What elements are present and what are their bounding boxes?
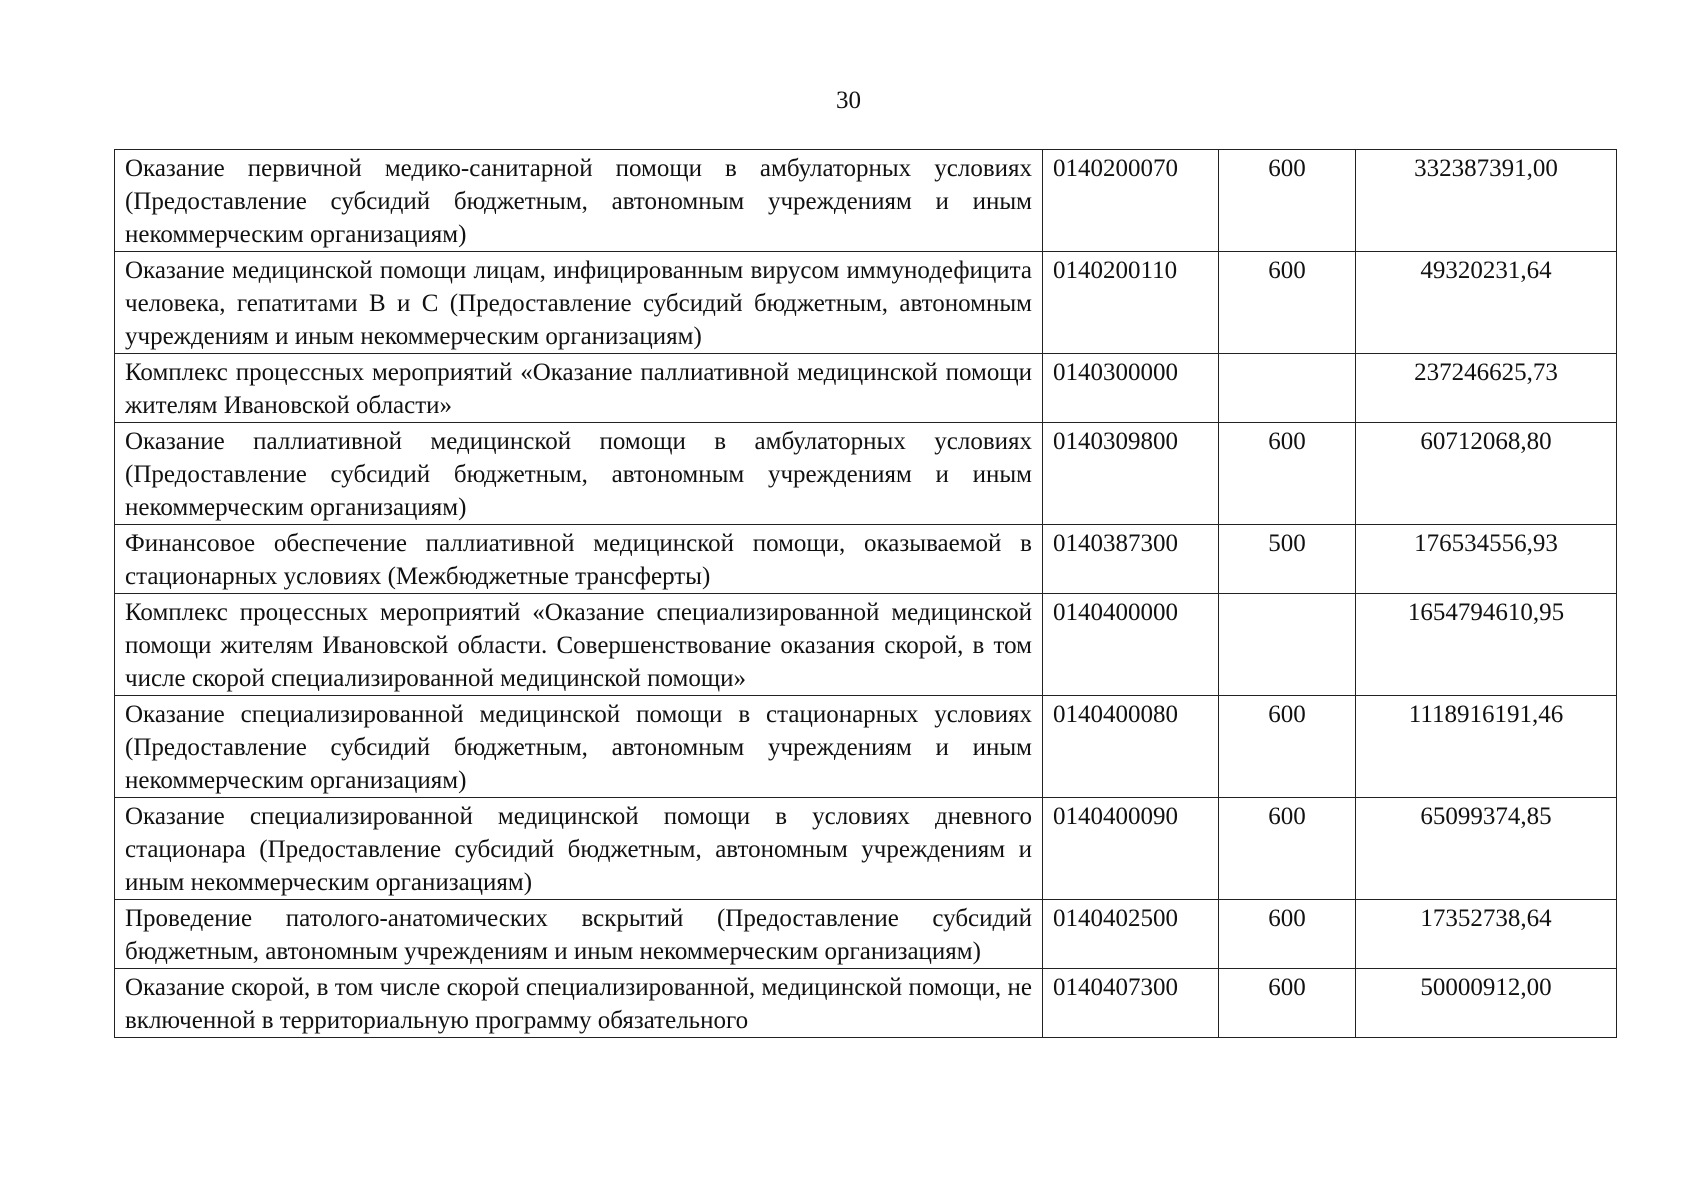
row-name: Оказание скорой, в том числе скорой специализированной, медицинской помощи, не включенной в территориальную программу обязательного <box>115 969 1043 1038</box>
row-sum: 17352738,64 <box>1356 900 1617 969</box>
table-row <box>115 354 1617 423</box>
table-row <box>115 969 1617 1038</box>
table-row <box>115 525 1617 594</box>
row-sum: 176534556,93 <box>1356 525 1617 594</box>
row-name: Оказание специализированной медицинской помощи в условиях дневного стационара (Предоставление субсидий бюджетным, автономным учреждениям и иным некоммерческим организациям) <box>115 798 1043 900</box>
row-name: Оказание паллиативной медицинской помощи в амбулаторных условиях (Предоставление субсидий бюджетным, автономным учреждениям и иным некоммерческим организациям) <box>115 423 1043 525</box>
row-code: 0140309800 <box>1043 423 1219 525</box>
budget-table <box>114 149 1617 1038</box>
page-number: 30 <box>836 87 861 114</box>
row-name: Комплекс процессных мероприятий «Оказание специализированной медицинской помощи жителям Ивановской области. Совершенствование оказания скорой, в том числе скорой специализированной медицинской помощи» <box>115 594 1043 696</box>
row-sum: 65099374,85 <box>1356 798 1617 900</box>
row-name: Оказание первичной медико-санитарной помощи в амбулаторных условиях (Предоставление субсидий бюджетным, автономным учреждениям и иным некоммерческим организациям) <box>115 150 1043 252</box>
row-sum: 50000912,00 <box>1356 969 1617 1038</box>
row-type: 600 <box>1219 969 1356 1038</box>
row-code: 0140407300 <box>1043 969 1219 1038</box>
row-sum: 49320231,64 <box>1356 252 1617 354</box>
row-code: 0140200070 <box>1043 150 1219 252</box>
row-code: 0140400000 <box>1043 594 1219 696</box>
row-type: 600 <box>1219 696 1356 798</box>
row-type: 500 <box>1219 525 1356 594</box>
row-name: Финансовое обеспечение паллиативной медицинской помощи, оказываемой в стационарных условиях (Межбюджетные трансферты) <box>115 525 1043 594</box>
row-code: 0140387300 <box>1043 525 1219 594</box>
row-type: 600 <box>1219 900 1356 969</box>
row-type: 600 <box>1219 252 1356 354</box>
row-code: 0140400080 <box>1043 696 1219 798</box>
table-row <box>115 252 1617 354</box>
row-code: 0140402500 <box>1043 900 1219 969</box>
row-sum: 1118916191,46 <box>1356 696 1617 798</box>
row-type: 600 <box>1219 150 1356 252</box>
table-row <box>115 798 1617 900</box>
table-row <box>115 594 1617 696</box>
row-type: 600 <box>1219 798 1356 900</box>
row-name: Комплекс процессных мероприятий «Оказание паллиативной медицинской помощи жителям Ивановской области» <box>115 354 1043 423</box>
table-row <box>115 423 1617 525</box>
table-row <box>115 900 1617 969</box>
row-type <box>1219 594 1356 696</box>
table-row <box>115 696 1617 798</box>
row-code: 0140200110 <box>1043 252 1219 354</box>
row-sum: 1654794610,95 <box>1356 594 1617 696</box>
row-sum: 332387391,00 <box>1356 150 1617 252</box>
table-row <box>115 150 1617 252</box>
row-name: Проведение патолого-анатомических вскрытий (Предоставление субсидий бюджетным, автономным учреждениям и иным некоммерческим организациям) <box>115 900 1043 969</box>
row-name: Оказание медицинской помощи лицам, инфицированным вирусом иммунодефицита человека, гепатитами B и C (Предоставление субсидий бюджетным, автономным учреждениям и иным некоммерческим организациям) <box>115 252 1043 354</box>
row-type <box>1219 354 1356 423</box>
row-sum: 237246625,73 <box>1356 354 1617 423</box>
row-type: 600 <box>1219 423 1356 525</box>
row-code: 0140300000 <box>1043 354 1219 423</box>
row-code: 0140400090 <box>1043 798 1219 900</box>
row-sum: 60712068,80 <box>1356 423 1617 525</box>
row-name: Оказание специализированной медицинской помощи в стационарных условиях (Предоставление субсидий бюджетным, автономным учреждениям и иным некоммерческим организациям) <box>115 696 1043 798</box>
